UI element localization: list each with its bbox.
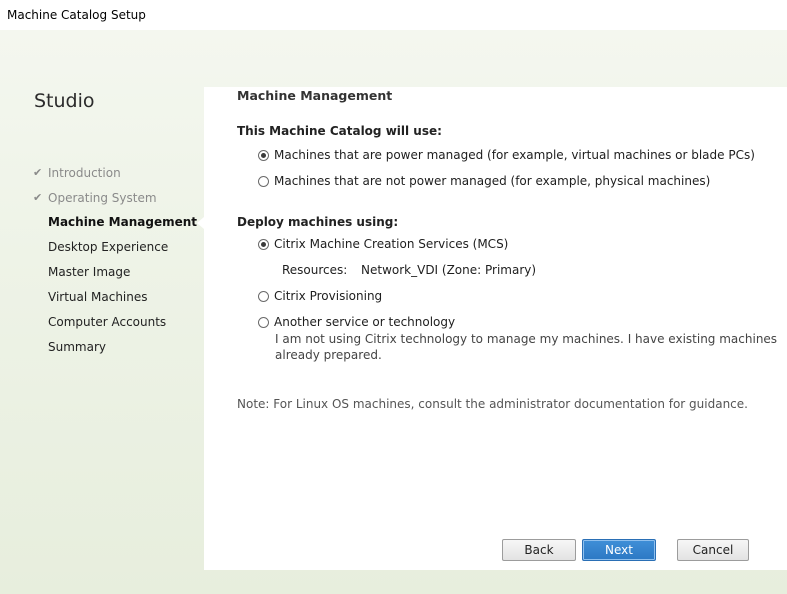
- page-title: Machine Management: [237, 88, 393, 103]
- radio-button[interactable]: [258, 150, 269, 161]
- step-master-image: [48, 265, 130, 279]
- step-summary: [48, 340, 106, 354]
- step-operating-system: [33, 191, 157, 205]
- step-label: Introduction: [48, 166, 121, 180]
- checkmark-icon: ✔: [33, 191, 43, 204]
- app-name: Studio: [34, 90, 95, 112]
- catalog-use-label: This Machine Catalog will use:: [237, 124, 442, 138]
- radio-mcs[interactable]: [258, 237, 508, 251]
- step-machine-management: [48, 215, 197, 229]
- next-button[interactable]: Next: [582, 539, 656, 561]
- window-title: Machine Catalog Setup: [7, 8, 146, 22]
- radio-other-technology[interactable]: [258, 315, 455, 329]
- radio-button[interactable]: [258, 239, 269, 250]
- radio-button[interactable]: [258, 317, 269, 328]
- radio-label[interactable]: Citrix Machine Creation Services (MCS): [274, 237, 509, 251]
- title-bar: [0, 0, 787, 30]
- deploy-label: Deploy machines using:: [237, 215, 399, 229]
- radio-button[interactable]: [258, 176, 269, 187]
- radio-label[interactable]: Machines that are power managed (for example, virtual machines or blade PCs): [274, 148, 755, 162]
- other-description-line2: already prepared.: [275, 348, 382, 362]
- step-computer-accounts: [48, 315, 166, 329]
- current-step-pointer: [197, 217, 204, 229]
- radio-button[interactable]: [258, 291, 269, 302]
- step-introduction: [33, 166, 121, 180]
- radio-label[interactable]: Machines that are not power managed (for example, physical machines): [274, 174, 711, 188]
- other-description-line1: I am not using Citrix technology to manage my machines. I have existing machines: [275, 332, 778, 346]
- radio-label[interactable]: Another service or technology: [274, 315, 456, 329]
- linux-note: Note: For Linux OS machines, consult the administrator documentation for guidance.: [237, 397, 748, 411]
- resources-label: Resources:: [282, 263, 348, 277]
- step-label: Summary: [48, 340, 106, 354]
- wizard-sidebar: [0, 30, 204, 594]
- step-label: Computer Accounts: [48, 315, 167, 329]
- checkmark-icon: ✔: [33, 166, 43, 179]
- resources-value: Network_VDI (Zone: Primary): [361, 263, 537, 277]
- cancel-button[interactable]: Cancel: [677, 539, 749, 561]
- radio-label[interactable]: Citrix Provisioning: [274, 289, 383, 303]
- step-label: Master Image: [48, 265, 131, 279]
- step-desktop-experience: [48, 240, 168, 254]
- step-label: Machine Management: [48, 215, 197, 229]
- radio-citrix-provisioning[interactable]: [258, 289, 382, 303]
- radio-not-power-managed[interactable]: [258, 174, 710, 188]
- radio-power-managed[interactable]: [258, 148, 755, 162]
- step-label: Operating System: [48, 191, 157, 205]
- step-virtual-machines: [48, 290, 148, 304]
- step-label: Desktop Experience: [48, 240, 169, 254]
- step-label: Virtual Machines: [48, 290, 148, 304]
- back-button[interactable]: Back: [502, 539, 576, 561]
